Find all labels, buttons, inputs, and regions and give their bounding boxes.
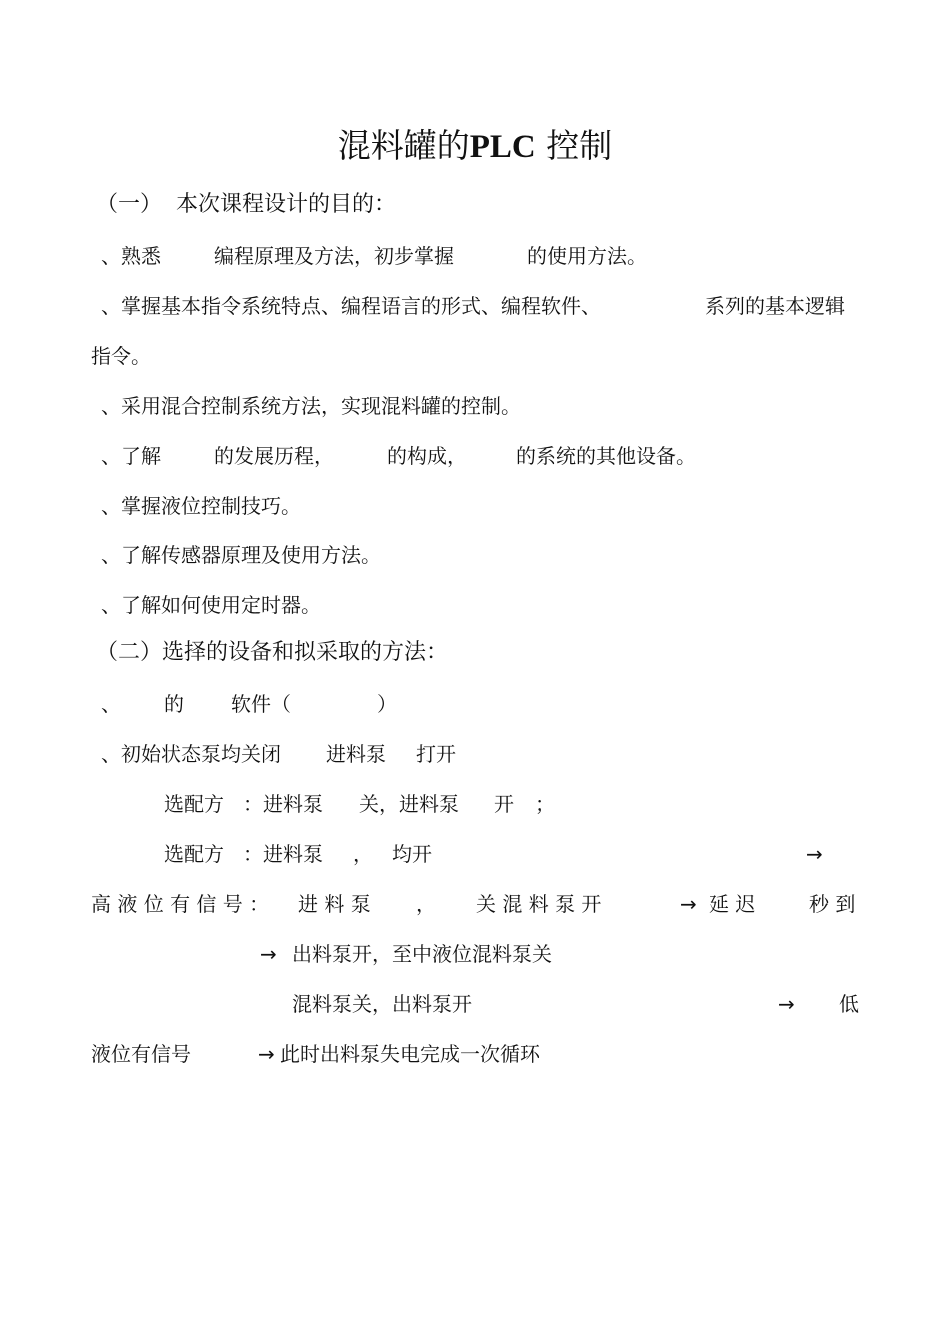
title-prefix: 混料罐的 — [337, 126, 470, 165]
s1-item2-b: 系列的基本逻辑 — [705, 294, 845, 318]
arrow-icon: → — [680, 892, 697, 916]
s2-item2-c: 打开 — [416, 742, 456, 766]
arrow-icon: → — [806, 842, 823, 866]
s2-item1-d: ） — [377, 692, 397, 716]
s2-line4-d: 均开 — [392, 842, 432, 866]
title-suffix: 控制 — [546, 126, 613, 165]
s2-line5-b: 进 料 泵 — [298, 892, 371, 916]
page-title — [0, 126, 950, 167]
section1-heading: 本次课程设计的目的： — [176, 192, 397, 217]
s2-item1-c: 软件（ — [231, 692, 291, 716]
arrow-icon: → — [258, 1042, 275, 1066]
s2-line3-a: 选配方 — [164, 792, 224, 816]
s2-line5-e: 延 迟 — [709, 892, 756, 916]
s2-item2-a: 、初始状态泵均关闭 — [101, 742, 281, 766]
s2-line6: 出料泵开，至中液位混料泵关 — [292, 942, 552, 966]
s2-item1-b: 的 — [164, 692, 184, 716]
s1-item1-c: 的使用方法。 — [527, 244, 647, 268]
s2-line3-c: 关，进料泵 — [359, 792, 459, 816]
s1-item7: 、了解如何使用定时器。 — [101, 593, 321, 617]
s2-line3-d: 开 — [494, 792, 514, 816]
s2-line5-c: ， — [416, 892, 436, 916]
s1-item4-a: 、了解 — [101, 444, 161, 468]
s2-line5-d: 关 混 料 泵 开 — [476, 892, 602, 916]
s1-item1-b: 编程原理及方法，初步掌握 — [214, 244, 454, 268]
s2-line5-f: 秒 到 — [809, 892, 856, 916]
s1-item2-a: 、掌握基本指令系统特点、编程语言的形式、编程软件、 — [101, 294, 601, 318]
s2-line7-a: 混料泵关，出料泵开 — [292, 992, 472, 1016]
s1-item5: 、掌握液位控制技巧。 — [101, 494, 301, 518]
arrow-icon: → — [260, 942, 277, 966]
s2-item1-a: 、 — [101, 692, 121, 716]
arrow-icon: → — [778, 992, 795, 1016]
s1-item6: 、了解传感器原理及使用方法。 — [101, 543, 381, 567]
s1-item4-d: 的系统的其他设备。 — [516, 444, 696, 468]
s2-line4-b: ：进料泵 — [243, 842, 323, 866]
s2-line3-b: ：进料泵 — [243, 792, 323, 816]
s1-item4-b: 的发展历程， — [214, 444, 334, 468]
s1-item3: 、采用混合控制系统方法，实现混料罐的控制。 — [101, 394, 521, 418]
section2-heading: （二）选择的设备和拟采取的方法： — [96, 640, 449, 665]
section1-heading-number: （一） — [96, 192, 163, 217]
s1-item4-c: 的构成， — [387, 444, 467, 468]
s2-line5-a: 高 液 位 有 信 号 ： — [91, 892, 270, 916]
s2-line3-e: ； — [535, 792, 555, 816]
s1-item1-a: 、熟悉 — [101, 244, 161, 268]
title-plc: PLC — [469, 129, 536, 165]
s2-line7-b: 低 — [839, 992, 859, 1016]
s1-item2-c: 指令。 — [91, 344, 151, 368]
s2-line8-a: 液位有信号 — [91, 1042, 191, 1066]
s2-line8-b: 此时出料泵失电完成一次循环 — [280, 1042, 540, 1066]
s2-line4-c: ， — [353, 842, 373, 866]
s2-item2-b: 进料泵 — [326, 742, 386, 766]
s2-line4-a: 选配方 — [164, 842, 224, 866]
